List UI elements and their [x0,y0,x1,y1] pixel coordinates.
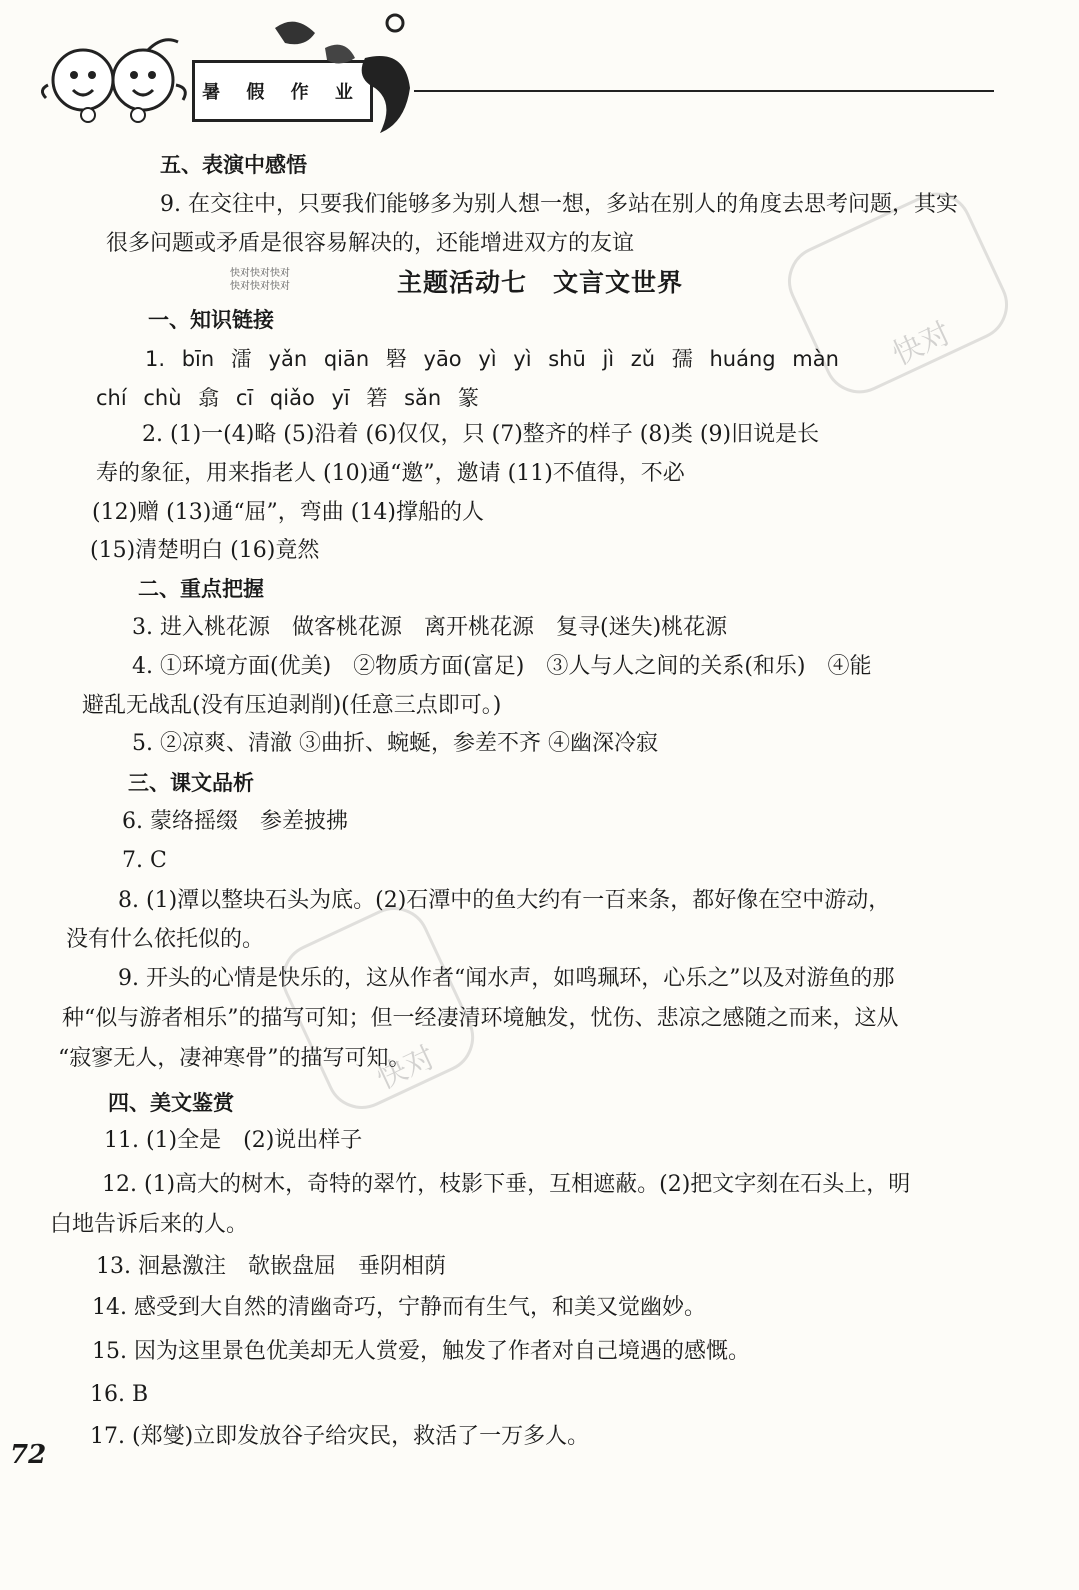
answer-line: 16. B [90,1382,149,1407]
answer-line: 寿的象征，用来指老人 (10)通“邀”，邀请 (11)不值得，不必 [96,461,685,486]
answer-line: 白地告诉后来的人。 [50,1212,249,1237]
section-heading: 三、课文品析 [128,771,254,795]
answer-line: (12)赠 (13)通“屈”，弯曲 (14)撑船的人 [92,500,484,525]
answer-line: 没有什么依托似的。 [66,927,265,952]
answer-line: 14. 感受到大自然的清幽奇巧，宁静而有生气，和美又觉幽妙。 [92,1295,706,1320]
page-number: 72 [10,1440,47,1470]
answer-line: 15. 因为这里景色优美却无人赏爱，触发了作者对自己境遇的感慨。 [92,1339,750,1364]
watermark-text: 快对快对快对 快对快对快对 [230,268,290,292]
section-heading: 四、美文鉴赏 [108,1091,234,1115]
answer-line: 5. ②凉爽、清澈 ③曲折、蜿蜒，参差不齐 ④幽深冷寂 [132,731,658,756]
ink-splash-icon [255,8,425,138]
mascot-illustration-icon [38,30,198,125]
answer-line: (15)清楚明白 (16)竟然 [90,538,320,563]
answer-line: 3. 进入桃花源 做客桃花源 离开桃花源 复寻(迷失)桃花源 [132,615,728,640]
header-banner: 暑 假 作 业 [192,60,373,122]
watermark-stamp: 快对 [776,181,1020,405]
answer-line: 1. bīn 㵢 yǎn qiān 硻 yāo yì yì shū jì zǔ 孺 huáng màn [145,347,839,371]
answer-line: 避乱无战乱(没有压迫剥削)(任意三点即可。) [82,693,502,718]
section-heading: 一、知识链接 [148,308,274,332]
answer-line: 很多问题或矛盾是很容易解决的，还能增进双方的友谊 [106,231,635,256]
answer-line: 4. ①环境方面(优美) ②物质方面(富足) ③人与人之间的关系(和乐) ④能 [132,654,872,679]
answer-line: “寂寥无人，凄神寒骨”的描写可知。 [58,1046,411,1071]
answer-line: 17. (郑燮)立即发放谷子给灾民，救活了一万多人。 [90,1424,590,1449]
answer-line: 9. 开头的心情是快乐的，这从作者“闻水声，如鸣珮环，心乐之”以及对游鱼的那 [118,966,895,991]
page-title: 主题活动七 文言文世界 [397,268,684,297]
answer-line: 11. (1)全是 (2)说出样子 [104,1128,363,1153]
answer-line: 13. 洄悬激注 欹嵌盘屈 垂阴相荫 [96,1254,446,1279]
answer-line: 2. (1)一(4)略 (5)沿着 (6)仅仅，只 (7)整齐的样子 (8)类 (9)旧说是长 [142,422,820,447]
answer-line: 9. 在交往中，只要我们能够多为别人想一想，多站在别人的角度去思考问题，其实 [160,192,958,217]
page-header [0,0,1079,150]
answer-line: 种“似与游者相乐”的描写可知；但一经凄清环境触发，忧伤、悲凉之感随之而来，这从 [62,1006,899,1031]
watermark-stamp: 快对 [270,895,486,1120]
section-heading: 五、表演中感悟 [160,153,307,177]
answer-line: chí chù 翕 cī qiǎo yī 箬 sǎn 篆 [96,386,479,410]
header-rule [414,90,994,92]
answer-line: 7. C [122,848,167,873]
answer-line: 8. (1)潭以整块石头为底。(2)石潭中的鱼大约有一百来条，都好像在空中游动， [118,888,891,913]
answer-line: 6. 蒙络摇缀 参差披拂 [122,809,348,834]
section-heading: 二、重点把握 [138,577,264,601]
answer-line: 12. (1)高大的树木，奇特的翠竹，枝影下垂，互相遮蔽。(2)把文字刻在石头上，明 [102,1172,911,1197]
